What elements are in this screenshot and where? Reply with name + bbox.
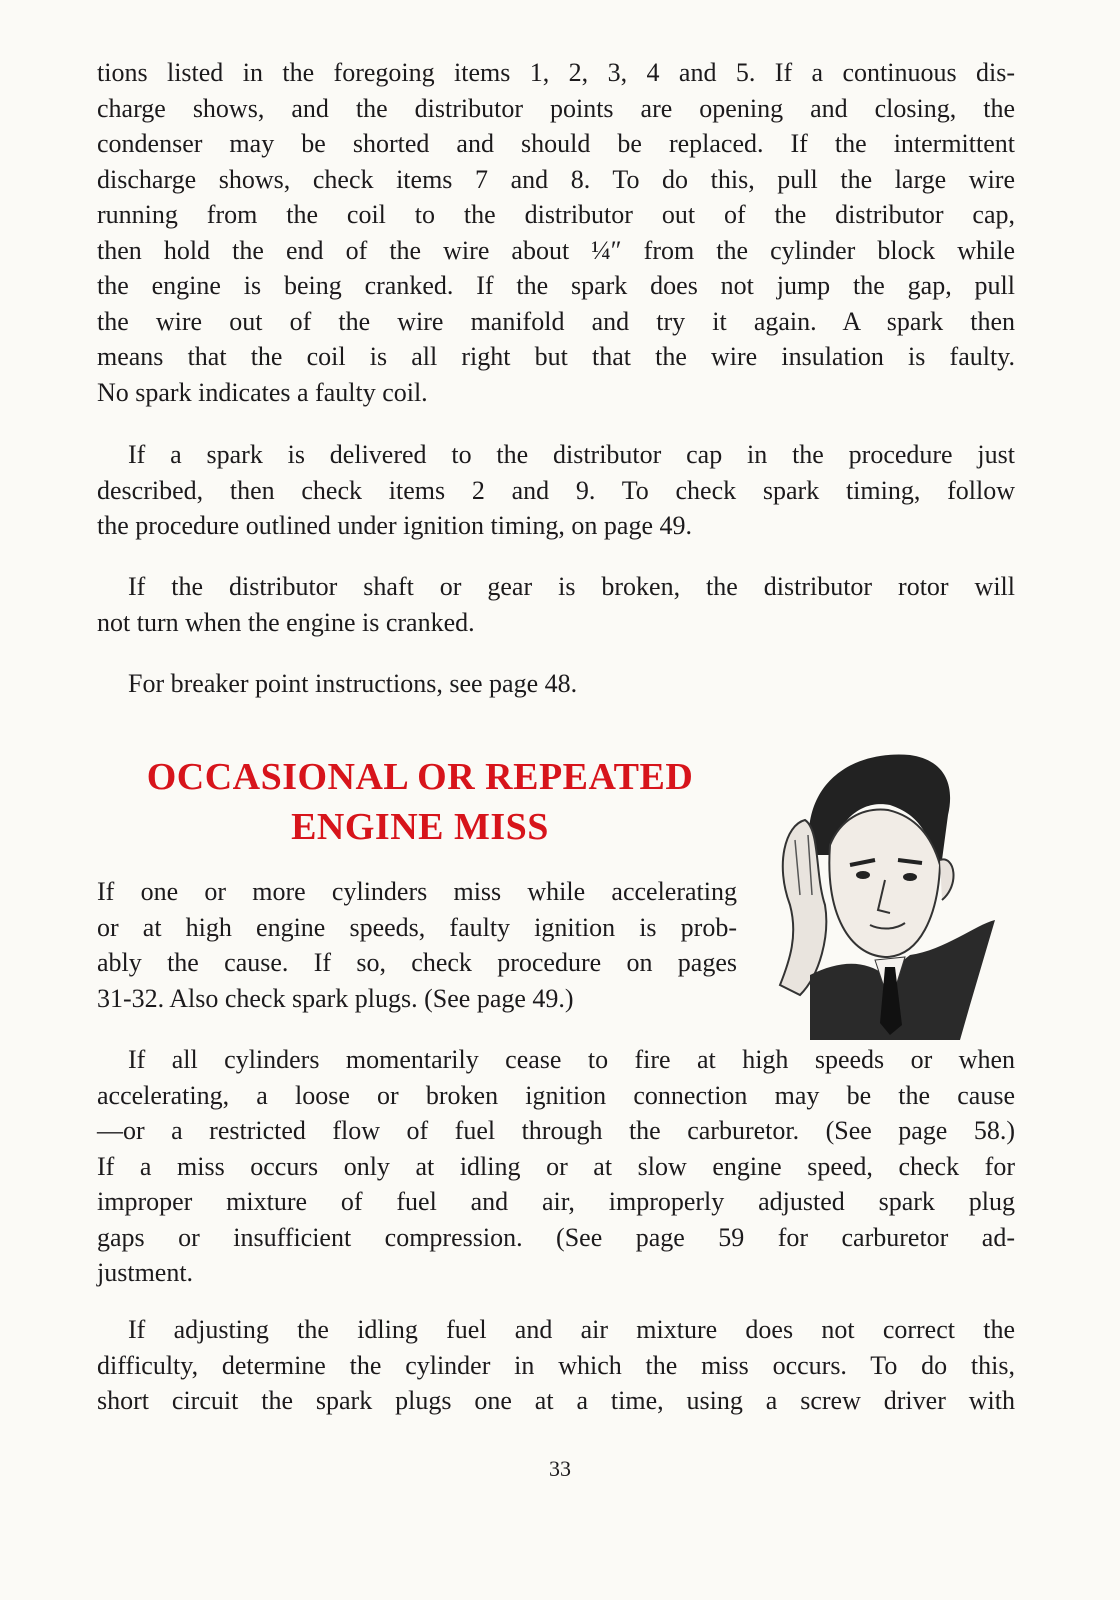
text-line: ably the cause. If so, check procedure on pages [97,948,737,977]
text-line: No spark indicates a faulty coil. [97,377,428,407]
text-line: If a spark is delivered to the distributor cap in the procedure just [128,440,1015,469]
heading-line-1: OCCASIONAL OR REPEATED [146,756,694,798]
section-heading [97,752,743,852]
page-number: 33 [549,1456,571,1481]
text-line: justment. [97,1258,194,1287]
text-line: If adjusting the idling fuel and air mixture does not correct the [128,1315,1015,1344]
man-cupping-ear-illustration [770,745,1000,1040]
paragraph-4 [97,666,1015,702]
text-line: not turn when the engine is cranked. [97,607,475,637]
paragraph-3 [97,569,1015,640]
text-line: 31-32. Also check spark plugs. (See page 49.) [97,983,574,1013]
text-line: discharge shows, check items 7 and 8. To do this, pull the large wire [97,164,1015,194]
paragraph-5 [97,874,737,1016]
text-line: or at high engine speeds, faulty ignition is prob- [97,912,737,942]
text-line: the wire out of the wire manifold and try it again. A spark then [97,306,1015,336]
text-line: —or a restricted flow of fuel through the carburetor. (See page 58.) [97,1116,1015,1145]
text-line: If one or more cylinders miss while accelerating [97,877,737,906]
text-line: then hold the end of the wire about ¼″ from the cylinder block while [97,235,1015,265]
text-line: short circuit the spark plugs one at a time, using a screw driver with [97,1386,1015,1415]
text-line: gaps or insufficient compression. (See page 59 for carburetor ad- [97,1222,1015,1252]
paragraph-7 [97,1312,1015,1419]
text-line: accelerating, a loose or broken ignition connection may be the cause [97,1080,1015,1110]
paragraph-1 [97,55,1015,410]
text-line: If a miss occurs only at idling or at slow engine speed, check for [97,1151,1015,1181]
text-line: running from the coil to the distributor out of the distributor cap, [97,200,1015,229]
heading-line-2: ENGINE MISS [291,806,549,848]
text-line: condenser may be shorted and should be replaced. If the intermittent [97,129,1015,158]
text-line: improper mixture of fuel and air, improperly adjusted spark plug [97,1187,1015,1216]
paragraph-6 [97,1042,1015,1291]
text-line: If the distributor shaft or gear is broken, the distributor rotor will [128,572,1015,601]
text-line: charge shows, and the distributor points are opening and closing, the [97,93,1015,123]
text-line: tions listed in the foregoing items 1, 2, 3, 4 and 5. If a continuous dis- [97,58,1015,87]
text-line: If all cylinders momentarily cease to fire at high speeds or when [128,1045,1015,1074]
text-line: difficulty, determine the cylinder in which the miss occurs. To do this, [97,1350,1015,1380]
text-line: the procedure outlined under ignition timing, on page 49. [97,511,692,540]
text-line: means that the coil is all right but that the wire insulation is faulty. [97,342,1015,371]
paragraph-2 [97,437,1015,544]
text-line: For breaker point instructions, see page 48. [128,669,578,698]
text-line: the engine is being cranked. If the spark does not jump the gap, pull [97,271,1015,300]
text-line: described, then check items 2 and 9. To check spark timing, follow [97,475,1015,505]
